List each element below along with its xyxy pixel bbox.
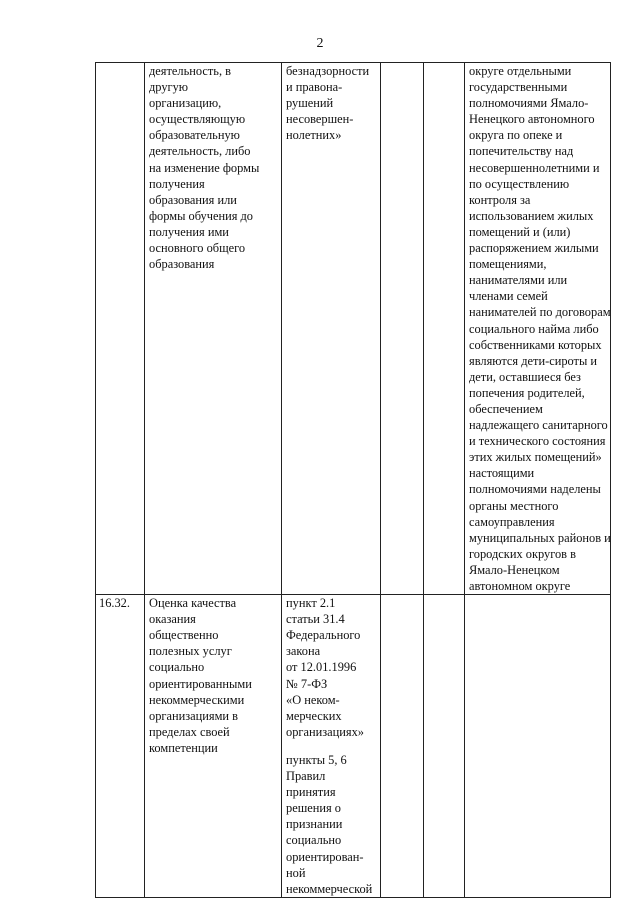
- text-line: полезных услуг: [149, 644, 232, 659]
- text-line: помещений и (или): [469, 224, 571, 239]
- text-line: Ненецкого автономного: [469, 112, 595, 127]
- empty-cell: [424, 63, 465, 595]
- text-line: полномочиями наделены: [469, 482, 601, 497]
- text-line: округа по опеке и: [469, 128, 563, 143]
- text-line: от 12.01.1996: [286, 660, 357, 675]
- text-line: этих жилых помещений»: [469, 450, 602, 465]
- text-line: некоммерческими: [149, 692, 245, 707]
- text-line: получения ими: [149, 224, 229, 239]
- legal-basis-cell: [282, 63, 381, 595]
- text-line: деятельность, в: [149, 64, 231, 78]
- text-line: Оценка качества: [149, 596, 237, 611]
- text-line: нанимателями или: [469, 273, 568, 288]
- text-line: членами семей: [469, 289, 548, 304]
- text-line: Ямало-Ненецком: [469, 562, 560, 577]
- text-line: осуществляющую: [149, 112, 246, 127]
- text-line: и технического состояния: [469, 434, 606, 449]
- text-line: Федерального: [286, 628, 361, 643]
- text-line: на изменение формы: [149, 160, 260, 175]
- text-line: формы обучения до: [149, 208, 254, 223]
- text-line: некоммерческой: [286, 881, 373, 896]
- text-line: нанимателей по договорам: [469, 305, 611, 320]
- text-line: органы местного: [469, 498, 559, 513]
- text-line: пункт 2.1: [286, 596, 336, 611]
- text-line: оказания: [149, 612, 196, 627]
- empty-cell: [381, 595, 424, 898]
- text-line: контроля за: [469, 192, 531, 207]
- competence-table: [95, 62, 611, 898]
- text-line: ориентированными: [149, 676, 252, 691]
- text-line: получения: [149, 176, 205, 191]
- text-line: собственниками которых: [469, 337, 602, 352]
- text-line: по осуществлению: [469, 176, 570, 191]
- text-line: нолетних»: [286, 128, 342, 143]
- text-line: несовершеннолетними и: [469, 160, 600, 175]
- text-line: пределах своей: [149, 724, 230, 739]
- legal-basis-cell: [282, 595, 381, 898]
- text-line: социально: [286, 833, 342, 848]
- text-line: № 7-ФЗ: [286, 676, 328, 691]
- activity-cell: [145, 595, 282, 898]
- text-line: являются дети-сироты и: [469, 353, 598, 368]
- text-line: образования: [149, 257, 215, 272]
- empty-cell: [381, 63, 424, 595]
- text-line: распоряжением жилыми: [469, 241, 599, 256]
- text-line: Правил: [286, 769, 326, 784]
- text-line: основного общего: [149, 241, 246, 256]
- text-line: ной: [286, 865, 306, 880]
- text-line: закона: [286, 644, 321, 659]
- text-line: ориентирован-: [286, 849, 364, 864]
- text-line: общественно: [149, 628, 219, 643]
- text-line: автономном округе: [469, 579, 571, 593]
- text-line: образования или: [149, 192, 237, 207]
- text-line: мерческих: [286, 708, 342, 723]
- text-line: надлежащего санитарного: [469, 418, 608, 433]
- row-number: 16.32.: [99, 596, 130, 611]
- note-cell: [465, 595, 611, 898]
- text-line: муниципальных районов и: [469, 530, 611, 545]
- text-line: дети, оставшиеся без: [469, 369, 581, 384]
- paragraph-gap: [286, 740, 378, 752]
- text-line: использованием жилых: [469, 208, 594, 223]
- activity-cell: [145, 63, 282, 595]
- text-line: деятельность, либо: [149, 144, 251, 159]
- text-line: безнадзорности: [286, 64, 370, 78]
- text-line: государственными: [469, 80, 568, 95]
- text-line: принятия: [286, 785, 336, 800]
- table-row: [96, 63, 611, 595]
- text-line: организацию,: [149, 96, 222, 111]
- text-line: признании: [286, 817, 343, 832]
- text-line: попечения родителей,: [469, 385, 585, 400]
- text-line: решения о: [286, 801, 341, 816]
- text-line: социального найма либо: [469, 321, 599, 336]
- text-line: и правона-: [286, 80, 343, 95]
- text-line: другую: [149, 80, 189, 95]
- text-line: попечительству над: [469, 144, 574, 159]
- empty-cell: [424, 595, 465, 898]
- text-line: настоящими: [469, 466, 535, 481]
- text-line: городских округов в: [469, 546, 576, 561]
- text-line: компетенции: [149, 740, 218, 755]
- row-number-cell: [96, 63, 145, 595]
- text-line: образовательную: [149, 128, 240, 143]
- text-line: социально: [149, 660, 205, 675]
- text-line: пункты 5, 6: [286, 752, 347, 767]
- text-line: организациях»: [286, 724, 364, 739]
- text-line: полномочиями Ямало-: [469, 96, 589, 111]
- text-line: округе отдельными: [469, 64, 572, 78]
- text-line: помещениями,: [469, 257, 547, 272]
- text-line: «О неком-: [286, 692, 340, 707]
- table-row: [96, 595, 611, 898]
- text-line: обеспечением: [469, 401, 543, 416]
- text-line: статьи 31.4: [286, 612, 345, 627]
- text-line: организациями в: [149, 708, 239, 723]
- note-cell: [465, 63, 611, 595]
- text-line: несовершен-: [286, 112, 354, 127]
- page-number: 2: [316, 36, 324, 51]
- row-number-cell: [96, 595, 145, 898]
- text-line: самоуправления: [469, 514, 555, 529]
- text-line: рушений: [286, 96, 334, 111]
